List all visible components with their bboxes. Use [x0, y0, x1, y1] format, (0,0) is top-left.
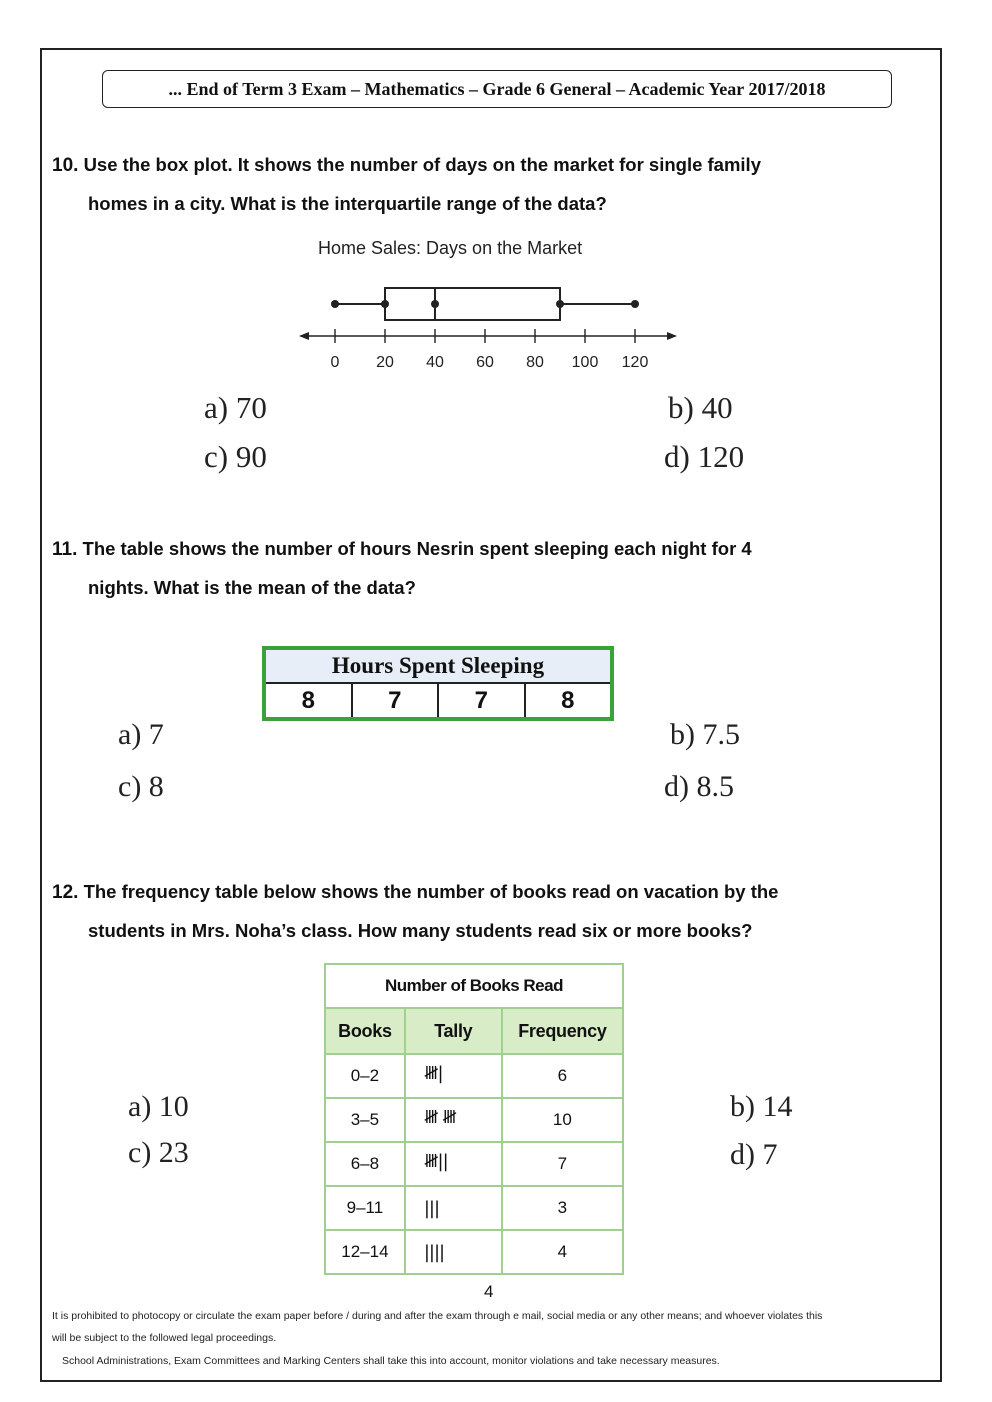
hours-sleeping-row [266, 684, 610, 717]
axis-tick-label: 60 [476, 354, 494, 371]
axis-tick-label: 120 [621, 354, 649, 371]
question-11-line2: nights. What is the mean of the data? [88, 577, 416, 598]
q11-option-a[interactable]: a) 7 [118, 718, 164, 751]
exam-header [102, 70, 892, 108]
hours-cell: 7 [353, 684, 440, 717]
question-12-line1: The frequency table below shows the number of books read on vacation by the [83, 881, 779, 902]
q1-point [381, 300, 389, 308]
hours-sleeping-table [262, 646, 614, 721]
question-11 [52, 530, 752, 607]
frequency-cell: 6 [502, 1054, 623, 1098]
q11-option-d[interactable]: d) 8.5 [664, 770, 734, 803]
frequency-cell: 10 [502, 1098, 623, 1142]
axis-tick-label: 40 [426, 354, 444, 371]
axis-tick-label: 100 [571, 354, 599, 371]
table-row [325, 1186, 623, 1230]
footer-line-3: School Administrations, Exam Committees and Marking Centers shall take this into account, monitor violations and take necessary measures. [62, 1355, 720, 1367]
question-11-number: 11. [52, 539, 78, 560]
max-point [631, 300, 639, 308]
frequency-header: Frequency [502, 1008, 623, 1054]
frequency-cell: 7 [502, 1142, 623, 1186]
q10-option-a[interactable]: a) 70 [204, 390, 267, 425]
question-10-number: 10. [52, 155, 79, 176]
question-11-line1: The table shows the number of hours Nesrin spent sleeping each night for 4 [82, 538, 752, 559]
question-12-line2: students in Mrs. Noha’s class. How many students read six or more books? [88, 920, 753, 941]
q12-option-d[interactable]: d) 7 [730, 1138, 778, 1171]
number-line-left-arrow [299, 332, 309, 340]
q10-option-b[interactable]: b) 40 [668, 390, 733, 425]
books-header: Books [325, 1008, 405, 1054]
books-cell: 6–8 [325, 1142, 405, 1186]
q12-option-a[interactable]: a) 10 [128, 1090, 189, 1123]
books-cell: 12–14 [325, 1230, 405, 1274]
axis-tick-label: 20 [376, 354, 394, 371]
books-cell: 0–2 [325, 1054, 405, 1098]
hours-cell: 8 [266, 684, 353, 717]
box-plot [295, 280, 695, 390]
tally-cell: 𝍸 𝍸 [405, 1098, 502, 1142]
number-line-right-arrow [667, 332, 677, 340]
frequency-cell: 4 [502, 1230, 623, 1274]
axis-tick-label: 80 [526, 354, 544, 371]
books-cell: 3–5 [325, 1098, 405, 1142]
books-frequency-table [324, 963, 624, 1275]
q10-option-d[interactable]: d) 120 [664, 439, 745, 474]
box-q1-q3 [385, 288, 560, 320]
question-10-line2: homes in a city. What is the interquartile range of the data? [88, 193, 607, 214]
question-10-line1: Use the box plot. It shows the number of days on the market for single family [83, 154, 761, 175]
q12-option-b[interactable]: b) 14 [730, 1090, 793, 1123]
q12-option-c[interactable]: c) 23 [128, 1136, 189, 1169]
footer-line-2: will be subject to the followed legal proceedings. [52, 1332, 277, 1344]
tally-cell: 𝍸| [405, 1054, 502, 1098]
tally-cell: |||| [405, 1230, 502, 1274]
books-cell: 9–11 [325, 1186, 405, 1230]
q10-option-c[interactable]: c) 90 [204, 439, 267, 474]
tally-header: Tally [405, 1008, 502, 1054]
table-row [325, 1098, 623, 1142]
hours-cell: 7 [439, 684, 526, 717]
axis-tick-label: 0 [330, 354, 340, 371]
tally-cell: 𝍸|| [405, 1142, 502, 1186]
question-12 [52, 873, 778, 950]
frequency-cell: 3 [502, 1186, 623, 1230]
tally-cell: ||| [405, 1186, 502, 1230]
box-plot-title: Home Sales: Days on the Market [318, 238, 583, 258]
median-point [431, 300, 439, 308]
q11-option-b[interactable]: b) 7.5 [670, 718, 740, 751]
hours-cell: 8 [561, 686, 575, 714]
table-row [325, 1230, 623, 1274]
exam-header-title: ... End of Term 3 Exam – Mathematics – Grade 6 General – Academic Year 2017/2018 [168, 78, 826, 99]
question-12-number: 12. [52, 882, 79, 903]
page-number: 4 [484, 1282, 494, 1301]
question-10 [52, 146, 761, 223]
q3-point [556, 300, 564, 308]
q11-option-c[interactable]: c) 8 [118, 770, 164, 803]
min-point [331, 300, 339, 308]
footer-line-1: It is prohibited to photocopy or circulate the exam paper before / during and after the exam through e mail, social media or any other means; and whoever violates this [52, 1310, 823, 1322]
books-table-title: Number of Books Read [325, 964, 623, 1008]
hours-sleeping-title: Hours Spent Sleeping [266, 650, 610, 684]
table-row [325, 1142, 623, 1186]
table-row [325, 1054, 623, 1098]
